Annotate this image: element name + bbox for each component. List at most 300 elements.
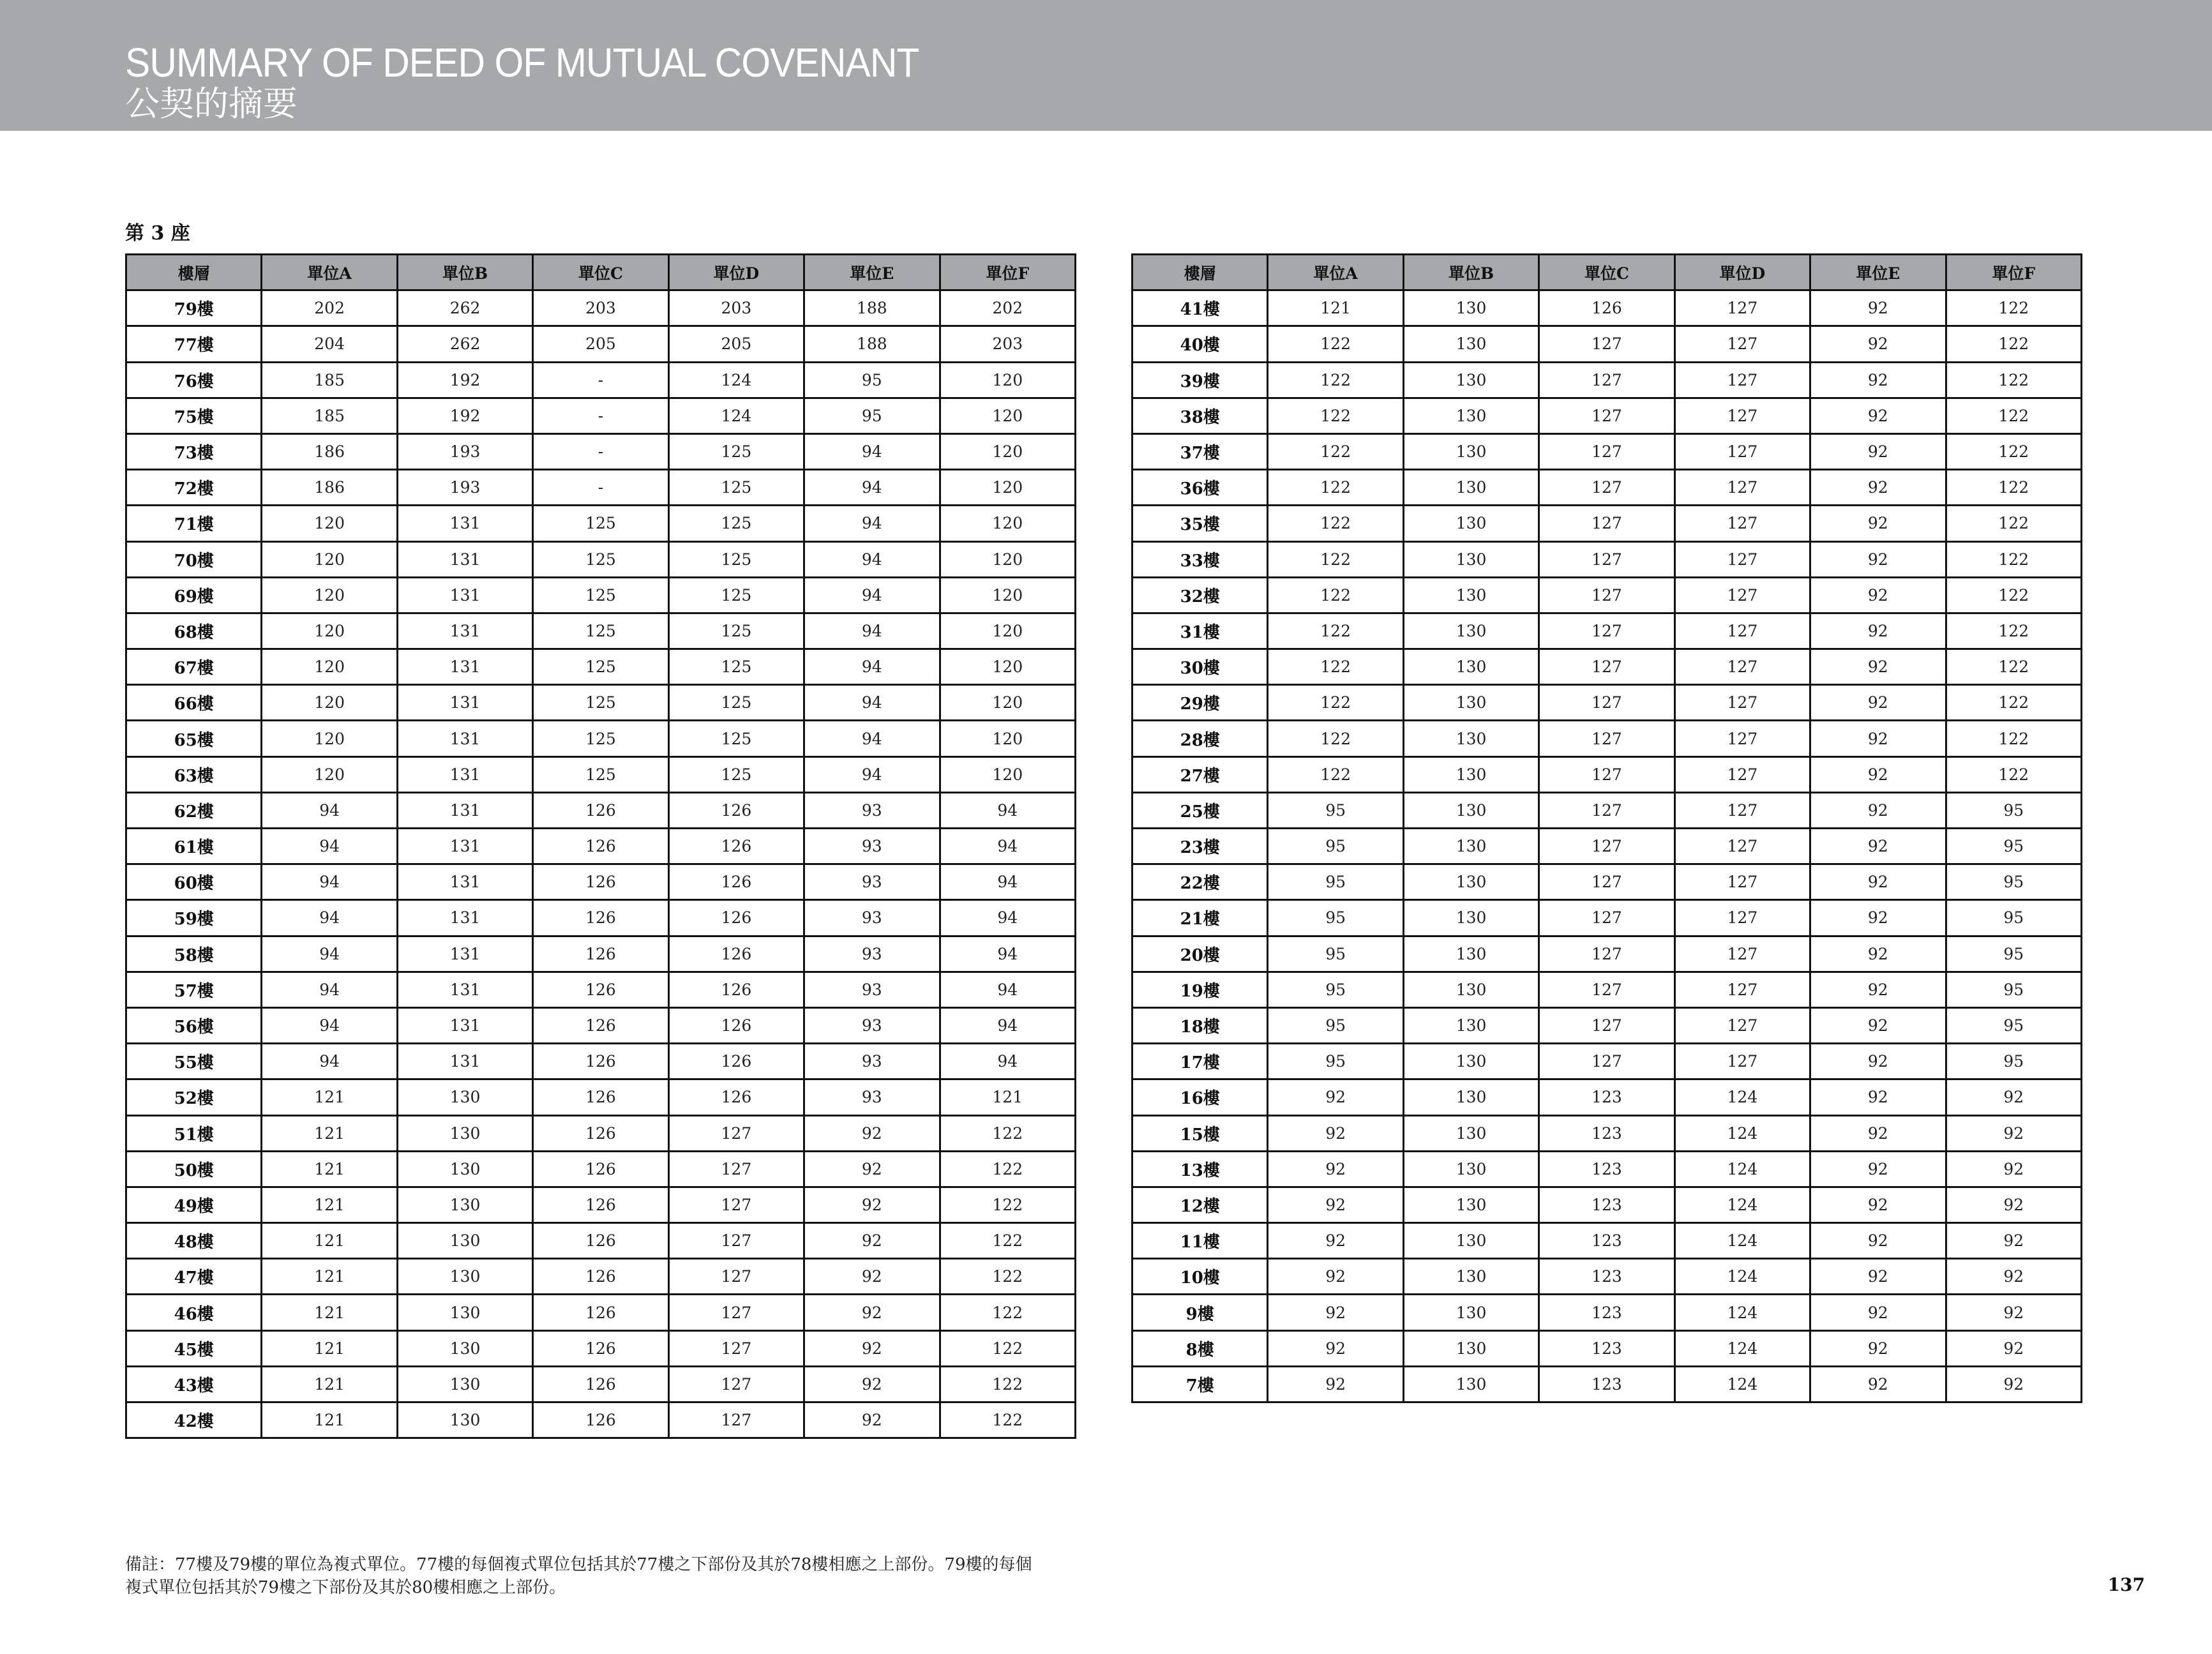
floor-cell: 66樓: [126, 685, 262, 721]
share-cell: 131: [397, 1007, 532, 1043]
table-row: [126, 1330, 1076, 1366]
share-cell: 94: [804, 433, 940, 469]
share-cell: 126: [533, 1402, 668, 1438]
floor-cell: 7樓: [1132, 1366, 1268, 1402]
share-cell: -: [533, 470, 668, 506]
column-header-unit: 單位C: [533, 255, 668, 290]
share-cell: 92: [1810, 900, 1946, 936]
share-cell: 202: [940, 290, 1075, 326]
share-cell: 122: [1268, 506, 1403, 541]
share-cell: 127: [668, 1115, 804, 1151]
table-row: [126, 1151, 1076, 1187]
share-cell: 95: [1946, 936, 2081, 972]
share-cell: 126: [533, 1259, 668, 1295]
share-cell: 122: [1946, 506, 2081, 541]
floor-cell: 17樓: [1132, 1044, 1268, 1079]
share-cell: 92: [1810, 936, 1946, 972]
share-cell: 131: [397, 900, 532, 936]
share-cell: 125: [533, 506, 668, 541]
share-cell: 202: [262, 290, 397, 326]
share-cell: 203: [668, 290, 804, 326]
table-row: [1132, 1044, 2082, 1079]
table-row: [1132, 1187, 2082, 1222]
column-header-unit: 單位D: [668, 255, 804, 290]
share-cell: 94: [262, 1007, 397, 1043]
floor-cell: 30樓: [1132, 649, 1268, 685]
share-cell: 94: [940, 864, 1075, 900]
share-cell: 92: [804, 1151, 940, 1187]
share-cell: 131: [397, 506, 532, 541]
share-cell: 92: [1946, 1259, 2081, 1295]
share-cell: 122: [1946, 613, 2081, 649]
share-cell: 92: [1810, 685, 1946, 721]
share-cell: 92: [1810, 972, 1946, 1007]
table-row: [126, 756, 1076, 792]
table-row: [126, 1366, 1076, 1402]
share-cell: 125: [533, 613, 668, 649]
share-cell: 120: [940, 756, 1075, 792]
share-cell: 95: [1268, 792, 1403, 828]
share-cell: 92: [1946, 1151, 2081, 1187]
column-header-unit: 單位D: [1674, 255, 1810, 290]
share-cell: 130: [1403, 577, 1539, 613]
table-row: [1132, 326, 2082, 362]
share-cell: 92: [804, 1259, 940, 1295]
share-cell: 92: [1810, 1295, 1946, 1330]
share-cell: 94: [262, 792, 397, 828]
floor-cell: 25樓: [1132, 792, 1268, 828]
floor-cell: 31樓: [1132, 613, 1268, 649]
share-cell: 121: [262, 1366, 397, 1402]
share-cell: 93: [804, 936, 940, 972]
share-cell: 127: [668, 1330, 804, 1366]
share-cell: 127: [668, 1402, 804, 1438]
share-cell: 93: [804, 864, 940, 900]
share-cell: 94: [262, 900, 397, 936]
share-cell: 122: [1268, 326, 1403, 362]
table-row: [1132, 577, 2082, 613]
share-cell: 127: [1674, 936, 1810, 972]
share-cell: 121: [262, 1223, 397, 1259]
share-cell: 125: [668, 721, 804, 756]
share-cell: 122: [1946, 398, 2081, 433]
share-cell: 127: [1674, 577, 1810, 613]
share-cell: 192: [397, 398, 532, 433]
share-cell: 127: [1674, 1044, 1810, 1079]
floor-cell: 43樓: [126, 1366, 262, 1402]
column-header-unit: 單位F: [1946, 255, 2081, 290]
share-cell: 92: [1810, 829, 1946, 864]
share-cell: 92: [804, 1187, 940, 1222]
column-header-unit: 單位C: [1539, 255, 1674, 290]
share-cell: 92: [1810, 470, 1946, 506]
floor-cell: 61樓: [126, 829, 262, 864]
share-cell: 122: [1268, 756, 1403, 792]
table-row: [126, 362, 1076, 398]
share-cell: 127: [1674, 829, 1810, 864]
share-cell: 130: [1403, 541, 1539, 577]
floor-cell: 52樓: [126, 1079, 262, 1115]
floor-cell: 39樓: [1132, 362, 1268, 398]
share-cell: 126: [668, 1044, 804, 1079]
share-cell: 130: [1403, 1259, 1539, 1295]
share-cell: 92: [1810, 1187, 1946, 1222]
share-cell: 92: [804, 1330, 940, 1366]
floor-cell: 32樓: [1132, 577, 1268, 613]
share-cell: 130: [1403, 1187, 1539, 1222]
share-cell: 130: [1403, 1007, 1539, 1043]
share-cell: 127: [668, 1223, 804, 1259]
share-cell: 185: [262, 398, 397, 433]
share-cell: 122: [1946, 577, 2081, 613]
share-cell: 122: [1268, 721, 1403, 756]
table-row: [1132, 1007, 2082, 1043]
table-row: [126, 792, 1076, 828]
share-cell: 125: [668, 577, 804, 613]
floor-cell: 11樓: [1132, 1223, 1268, 1259]
share-cell: 120: [940, 541, 1075, 577]
share-table-left: [125, 253, 1076, 1439]
share-cell: 125: [533, 541, 668, 577]
share-cell: 262: [397, 326, 532, 362]
share-cell: 92: [804, 1115, 940, 1151]
share-cell: 130: [1403, 972, 1539, 1007]
share-cell: 121: [262, 1079, 397, 1115]
share-cell: 126: [533, 1187, 668, 1222]
floor-cell: 55樓: [126, 1044, 262, 1079]
share-cell: 126: [533, 1007, 668, 1043]
share-cell: 92: [1946, 1223, 2081, 1259]
share-cell: 124: [1674, 1115, 1810, 1151]
share-cell: 130: [1403, 1223, 1539, 1259]
share-cell: 92: [1810, 649, 1946, 685]
floor-cell: 38樓: [1132, 398, 1268, 433]
table-row: [1132, 1259, 2082, 1295]
share-cell: 130: [1403, 470, 1539, 506]
share-cell: 127: [668, 1187, 804, 1222]
share-cell: 92: [1810, 756, 1946, 792]
share-cell: 92: [1268, 1330, 1403, 1366]
share-cell: 92: [1810, 1044, 1946, 1079]
share-cell: 130: [1403, 1044, 1539, 1079]
share-cell: 121: [262, 1259, 397, 1295]
floor-cell: 69樓: [126, 577, 262, 613]
share-cell: 121: [262, 1151, 397, 1187]
table-row: [1132, 1115, 2082, 1151]
share-cell: 127: [1674, 362, 1810, 398]
share-cell: 124: [668, 398, 804, 433]
floor-cell: 65樓: [126, 721, 262, 756]
table-row: [126, 900, 1076, 936]
floor-cell: 71樓: [126, 506, 262, 541]
share-cell: 130: [397, 1366, 532, 1402]
share-cell: 127: [1539, 721, 1674, 756]
share-cell: 130: [1403, 362, 1539, 398]
share-cell: -: [533, 433, 668, 469]
share-cell: 92: [804, 1402, 940, 1438]
floor-cell: 37樓: [1132, 433, 1268, 469]
table-row: [1132, 864, 2082, 900]
share-cell: 120: [940, 362, 1075, 398]
share-cell: 92: [1810, 433, 1946, 469]
floor-cell: 28樓: [1132, 721, 1268, 756]
share-cell: -: [533, 398, 668, 433]
share-cell: 122: [1268, 685, 1403, 721]
share-cell: 192: [397, 362, 532, 398]
share-cell: 120: [940, 433, 1075, 469]
table-row: [126, 1115, 1076, 1151]
share-cell: 127: [1539, 936, 1674, 972]
share-cell: 122: [1946, 541, 2081, 577]
share-cell: 122: [940, 1151, 1075, 1187]
table-row: [1132, 290, 2082, 326]
share-cell: 126: [668, 864, 804, 900]
share-cell: 130: [1403, 1330, 1539, 1366]
table-row: [126, 721, 1076, 756]
share-cell: 127: [1539, 1044, 1674, 1079]
floor-cell: 18樓: [1132, 1007, 1268, 1043]
share-cell: 130: [397, 1259, 532, 1295]
page-title-en: SUMMARY OF DEED OF MUTUAL COVENANT: [125, 40, 919, 86]
share-cell: 93: [804, 900, 940, 936]
share-cell: 121: [940, 1079, 1075, 1115]
share-cell: 125: [668, 433, 804, 469]
share-cell: 92: [1268, 1079, 1403, 1115]
share-cell: 126: [533, 1366, 668, 1402]
column-header-floor: 樓層: [1132, 255, 1268, 290]
share-cell: 122: [1268, 541, 1403, 577]
share-cell: 125: [668, 649, 804, 685]
floor-cell: 79樓: [126, 290, 262, 326]
floor-cell: 67樓: [126, 649, 262, 685]
share-cell: 124: [1674, 1223, 1810, 1259]
share-cell: 126: [668, 1007, 804, 1043]
share-cell: 130: [397, 1223, 532, 1259]
share-cell: 95: [1268, 1007, 1403, 1043]
share-cell: 127: [1539, 1007, 1674, 1043]
floor-cell: 58樓: [126, 936, 262, 972]
share-cell: 123: [1539, 1295, 1674, 1330]
share-cell: 127: [668, 1366, 804, 1402]
share-cell: 126: [668, 972, 804, 1007]
share-cell: 130: [1403, 1295, 1539, 1330]
share-cell: 120: [262, 685, 397, 721]
share-cell: 92: [1810, 721, 1946, 756]
share-cell: 131: [397, 613, 532, 649]
share-cell: 92: [1810, 326, 1946, 362]
share-cell: 127: [1539, 433, 1674, 469]
share-cell: 94: [804, 577, 940, 613]
share-cell: 92: [1946, 1079, 2081, 1115]
share-cell: 127: [1539, 506, 1674, 541]
share-cell: 131: [397, 829, 532, 864]
share-cell: 127: [1674, 721, 1810, 756]
share-cell: 131: [397, 649, 532, 685]
share-cell: 126: [533, 900, 668, 936]
share-cell: 120: [940, 685, 1075, 721]
share-cell: 127: [1539, 326, 1674, 362]
share-cell: 127: [1674, 756, 1810, 792]
floor-cell: 46樓: [126, 1295, 262, 1330]
share-cell: 125: [668, 756, 804, 792]
table-row: [126, 829, 1076, 864]
share-cell: 127: [1674, 541, 1810, 577]
share-cell: 126: [533, 829, 668, 864]
share-cell: 131: [397, 685, 532, 721]
floor-cell: 63樓: [126, 756, 262, 792]
share-cell: 95: [1268, 972, 1403, 1007]
share-cell: 126: [533, 1295, 668, 1330]
share-cell: 127: [1674, 649, 1810, 685]
share-cell: 92: [1268, 1366, 1403, 1402]
page-title-zh: 公契的摘要: [125, 84, 297, 124]
column-header-unit: 單位E: [804, 255, 940, 290]
table-row: [1132, 685, 2082, 721]
table-row: [126, 1079, 1076, 1115]
table-row: [1132, 1295, 2082, 1330]
share-cell: 122: [1268, 362, 1403, 398]
share-cell: 95: [1946, 900, 2081, 936]
share-cell: 92: [1810, 613, 1946, 649]
share-cell: 95: [1946, 1007, 2081, 1043]
table-row: [1132, 470, 2082, 506]
share-cell: 127: [1539, 613, 1674, 649]
table-row: [1132, 1366, 2082, 1402]
floor-cell: 8樓: [1132, 1330, 1268, 1366]
table-row: [1132, 506, 2082, 541]
floor-cell: 59樓: [126, 900, 262, 936]
share-cell: 124: [1674, 1295, 1810, 1330]
share-cell: 130: [397, 1151, 532, 1187]
share-cell: 92: [1810, 506, 1946, 541]
share-cell: 127: [1539, 972, 1674, 1007]
table-row: [126, 649, 1076, 685]
share-cell: 127: [1674, 506, 1810, 541]
share-cell: 130: [1403, 685, 1539, 721]
share-cell: 95: [804, 398, 940, 433]
share-cell: 125: [668, 541, 804, 577]
share-cell: 127: [1674, 290, 1810, 326]
share-cell: 122: [940, 1330, 1075, 1366]
share-cell: 92: [1268, 1295, 1403, 1330]
table-row: [1132, 1151, 2082, 1187]
floor-cell: 57樓: [126, 972, 262, 1007]
share-cell: 92: [1268, 1223, 1403, 1259]
share-cell: 93: [804, 792, 940, 828]
share-cell: 94: [804, 506, 940, 541]
floor-cell: 20樓: [1132, 936, 1268, 972]
share-cell: 92: [804, 1366, 940, 1402]
share-cell: 122: [940, 1115, 1075, 1151]
floor-cell: 48樓: [126, 1223, 262, 1259]
share-cell: 92: [1810, 1007, 1946, 1043]
table-row: [1132, 649, 2082, 685]
share-cell: 94: [804, 649, 940, 685]
floor-cell: 10樓: [1132, 1259, 1268, 1295]
share-cell: 126: [533, 1079, 668, 1115]
share-cell: 95: [1268, 864, 1403, 900]
share-cell: 131: [397, 541, 532, 577]
share-cell: 126: [668, 1079, 804, 1115]
share-cell: 130: [1403, 792, 1539, 828]
share-cell: 122: [1946, 433, 2081, 469]
share-cell: 95: [1946, 829, 2081, 864]
table-row: [126, 936, 1076, 972]
table-row: [1132, 936, 2082, 972]
share-cell: 131: [397, 721, 532, 756]
share-cell: 123: [1539, 1366, 1674, 1402]
floor-cell: 41樓: [1132, 290, 1268, 326]
floor-cell: 19樓: [1132, 972, 1268, 1007]
share-cell: 125: [533, 577, 668, 613]
share-cell: -: [533, 362, 668, 398]
floor-cell: 75樓: [126, 398, 262, 433]
share-cell: 130: [1403, 290, 1539, 326]
share-cell: 120: [262, 756, 397, 792]
table-row: [1132, 1330, 2082, 1366]
share-cell: 126: [668, 829, 804, 864]
column-header-unit: 單位B: [1403, 255, 1539, 290]
share-cell: 121: [262, 1402, 397, 1438]
share-cell: 124: [668, 362, 804, 398]
floor-cell: 9樓: [1132, 1295, 1268, 1330]
floor-cell: 33樓: [1132, 541, 1268, 577]
share-cell: 126: [533, 1223, 668, 1259]
floor-cell: 68樓: [126, 613, 262, 649]
share-cell: 92: [1268, 1115, 1403, 1151]
share-cell: 92: [1946, 1330, 2081, 1366]
share-cell: 204: [262, 326, 397, 362]
share-cell: 126: [533, 1151, 668, 1187]
column-header-unit: 單位A: [262, 255, 397, 290]
share-cell: 127: [1674, 1007, 1810, 1043]
share-cell: 130: [1403, 326, 1539, 362]
share-cell: 127: [668, 1295, 804, 1330]
share-cell: 122: [1268, 433, 1403, 469]
share-cell: 92: [804, 1295, 940, 1330]
table-row: [1132, 433, 2082, 469]
floor-cell: 77樓: [126, 326, 262, 362]
share-cell: 127: [1674, 433, 1810, 469]
share-cell: 93: [804, 1007, 940, 1043]
table-header-row: [1132, 255, 2082, 290]
share-cell: 120: [940, 398, 1075, 433]
table-row: [126, 433, 1076, 469]
share-cell: 120: [940, 649, 1075, 685]
share-cell: 126: [668, 900, 804, 936]
table-row: [1132, 792, 2082, 828]
share-cell: 122: [940, 1366, 1075, 1402]
share-cell: 92: [1810, 1259, 1946, 1295]
share-cell: 123: [1539, 1259, 1674, 1295]
share-cell: 95: [1946, 972, 2081, 1007]
table-row: [1132, 756, 2082, 792]
table-row: [1132, 398, 2082, 433]
share-cell: 94: [940, 900, 1075, 936]
share-cell: 92: [1810, 577, 1946, 613]
share-cell: 94: [804, 470, 940, 506]
share-cell: 94: [262, 1044, 397, 1079]
share-cell: 123: [1539, 1330, 1674, 1366]
share-cell: 127: [1674, 685, 1810, 721]
share-cell: 122: [1946, 721, 2081, 756]
share-cell: 120: [940, 470, 1075, 506]
share-cell: 127: [1539, 541, 1674, 577]
remark-note: [125, 1553, 1121, 1599]
share-cell: 130: [1403, 721, 1539, 756]
share-cell: 125: [533, 685, 668, 721]
floor-cell: 72樓: [126, 470, 262, 506]
